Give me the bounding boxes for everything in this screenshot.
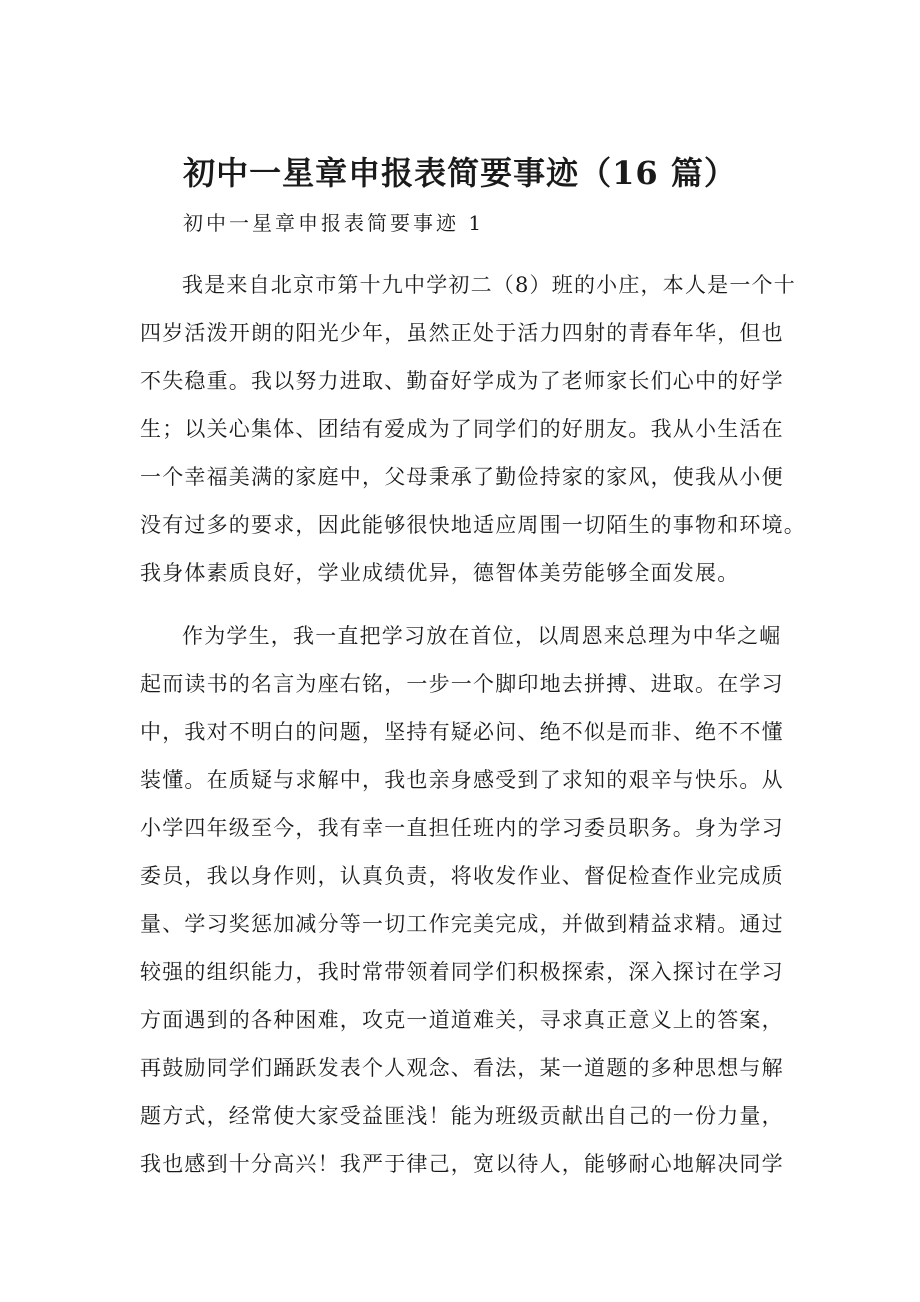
paragraph-line: 小学四年级至今，我有幸一直担任班内的学习委员职务。身为学习 — [140, 816, 784, 840]
paragraph-line: 起而读书的名言为座右铭，一步一个脚印地去拼搏、进取。在学习 — [140, 672, 784, 696]
paragraph-line: 四岁活泼开朗的阳光少年，虽然正处于活力四射的青春年华，但也 — [140, 321, 784, 345]
paragraph-line: 再鼓励同学们踊跃发表个人观念、看法，某一道题的多种思想与解 — [140, 1056, 784, 1080]
document-title: 初中一星章申报表简要事迹（16 篇） — [183, 154, 737, 192]
paragraph-line: 较强的组织能力，我时常带领着同学们积极探索，深入探讨在学习 — [140, 960, 784, 984]
paragraph-line: 生；以关心集体、团结有爱成为了同学们的好朋友。我从小生活在 — [140, 417, 784, 441]
paragraph-line: 中，我对不明白的问题，坚持有疑必问、绝不似是而非、绝不不懂 — [140, 720, 784, 744]
paragraph-line: 题方式，经常使大家受益匪浅！能为班级贡献出自己的一份力量， — [140, 1104, 784, 1128]
paragraph-line: 委员，我以身作则，认真负责，将收发作业、督促检查作业完成质 — [140, 864, 784, 888]
paragraph-line: 一个幸福美满的家庭中，父母秉承了勤俭持家的家风，使我从小便 — [140, 465, 784, 489]
paragraph-line: 方面遇到的各种困难，攻克一道道难关，寻求真正意义上的答案， — [140, 1008, 784, 1032]
section-subtitle: 初中一星章申报表简要事迹 1 — [183, 211, 485, 235]
paragraph-line: 我身体素质良好，学业成绩优异，德智体美劳能够全面发展。 — [140, 561, 740, 585]
paragraph-1 — [140, 261, 806, 597]
paragraph-line: 装懂。在质疑与求解中，我也亲身感受到了求知的艰辛与快乐。从 — [140, 768, 784, 792]
paragraph-line: 没有过多的要求，因此能够很快地适应周围一切陌生的事物和环境。 — [140, 513, 806, 537]
paragraph-line: 作为学生，我一直把学习放在首位，以周恩来总理为中华之崛 — [182, 624, 782, 648]
paragraph-line: 量、学习奖惩加减分等一切工作完美完成，并做到精益求精。通过 — [140, 912, 784, 936]
paragraph-line: 我也感到十分高兴！我严于律己，宽以待人，能够耐心地解决同学 — [140, 1152, 784, 1176]
paragraph-line: 我是来自北京市第十九中学初二（8）班的小庄，本人是一个十 — [182, 273, 796, 297]
paragraph-line: 不失稳重。我以努力进取、勤奋好学成为了老师家长们心中的好学 — [140, 369, 784, 393]
paragraph-2 — [140, 612, 784, 1188]
